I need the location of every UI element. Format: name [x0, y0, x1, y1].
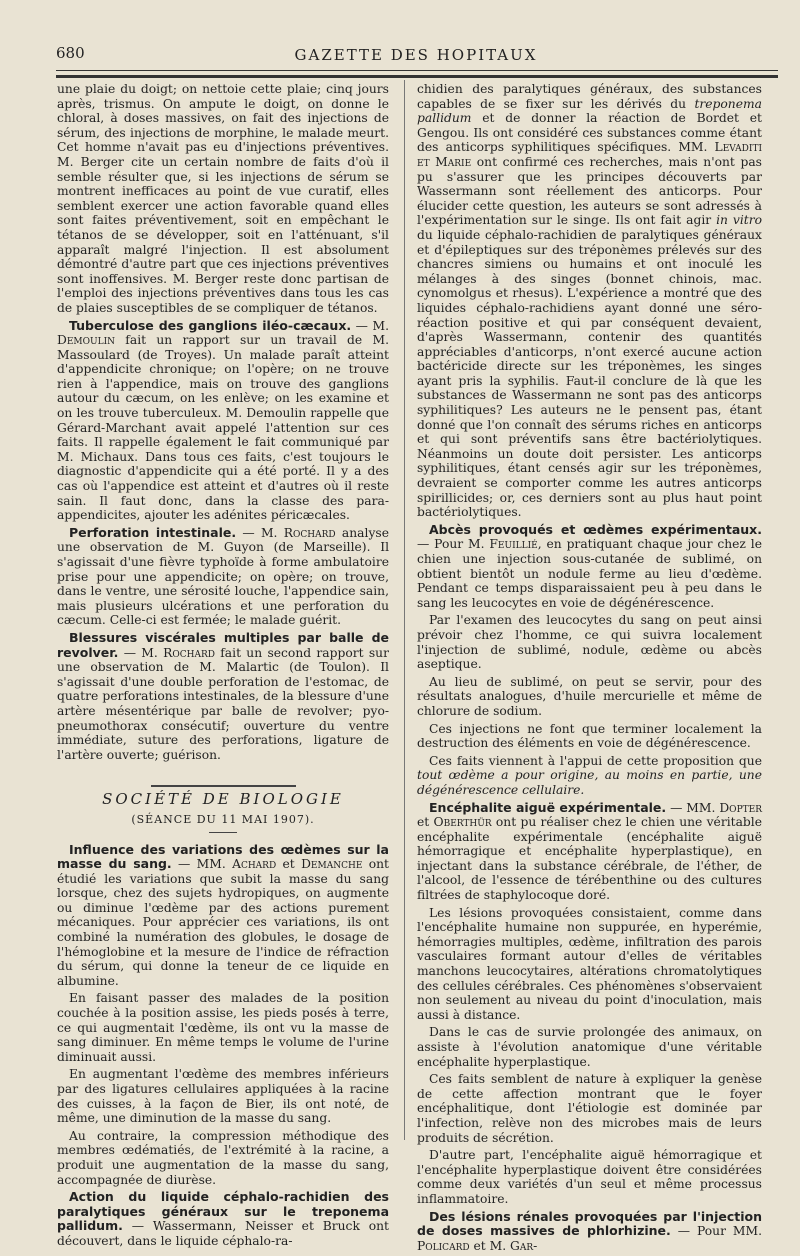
author-name: Demoulin	[57, 333, 116, 348]
section-title: Blessures viscérales multiples par balle de revolver.	[57, 629, 389, 660]
author-name: Oberthür	[433, 815, 492, 830]
paragraph: En faisant passer des malades de la position couchée à la position assise, les pieds posés à terre, ce qui augmentait l'œdème, ils ont vu la masse de sang diminuer. En même temps le volume de l'urine diminuait aussi.	[57, 991, 389, 1064]
header-rule-thin	[56, 70, 778, 71]
section-title: Encéphalite aiguë expérimentale.	[429, 799, 667, 815]
section-title: Abcès provoqués et œdèmes expérimentaux.	[429, 521, 762, 537]
author-name: Feuillié	[489, 537, 538, 552]
article-blessures: Blessures viscérales multiples par balle de revolver. — M. Rochard fait un second rapport sur une observation de M. Malartic (de Toulon). Il s'agissait d'une double perforation de l'estomac, de quatre perforations intestinales, de la blessure d'une artère mésentérique par balle de revolver; pyo-pneumothorax consécutif; ouverture du ventre immédiate, suture des perforations, ligature de l'artère ouverte; guérison.	[57, 629, 389, 762]
author-name: Policard	[417, 1238, 470, 1253]
author-name: Achard	[232, 857, 277, 872]
paragraph: En augmentant l'œdème des membres inférieurs par des ligatures cellulaires appliquées à la racine des cuisses, à la façon de Bier, ils ont noté, de même, une diminution de la masse du sang.	[57, 1067, 389, 1126]
author-name: Levaditi et Marie	[417, 140, 762, 169]
section-title: Action du liquide céphalo-rachidien des paralytiques généraux sur le treponema pallidum.	[57, 1189, 389, 1234]
author-name: Rochard	[283, 525, 336, 540]
author-name: Demanche	[301, 857, 363, 872]
article-tuberculose: Tuberculose des ganglions iléo-cæcaux. — M. Demoulin fait un rapport sur un travail de M. Massoulard (de Troyes). Un malade paraît atteint d'appendicite chronique; on l'opère; on ne trouve rien à l'appendice, mais on trouve des ganglions autour du cæcum, on les enlève; on les examine et on les trouve tuberculeux. M. Demoulin rappelle que Gérard-Marchant avait appelé l'attention sur ces faits. Il rappelle également le fait communiqué par M. Michaux. Dans tous ces faits, c'est toujours le diagnostic d'appendicite qui a été porté. Il y a des cas où l'appendice est atteint et d'autres où il reste sain. Il faut donc, dans la classe des para-appendicites, ajouter les adénites péricæcales.	[57, 317, 389, 523]
seance-date: (SÉANCE DU 11 MAI 1907).	[131, 812, 315, 826]
paragraph: Dans le cas de survie prolongée des animaux, on assiste à l'évolution anatomique d'une véritable encéphalite hyperplastique.	[417, 1025, 762, 1069]
paragraph: Au contraire, la compression méthodique des membres œdématiés, de l'extrémité à la racine, a produit une augmentation de la masse du sang, accompagnée de diurèse.	[57, 1128, 389, 1187]
paragraph: chidien des paralytiques généraux, des substances capables de se fixer sur les dérivés du treponema pallidum et de donner la réaction de Bordet et Gengou. Ils ont considéré ces substances comme étant des anticorps syphilitiques spécifiques. MM. Levaditi et Marie ont confirmé ces recherches, mais n'ont pas pu s'assurer que les principes découverts par Wassermann sont réellement des anticorps. Pour élucider cette question, les auteurs se sont adressés à l'expérimentation sur le singe. Ils ont fait agir in vitro du liquide céphalo-rachidien de paralytiques généraux et d'épileptiques sur des tréponèmes prélevés sur des chancres simiens ou humains et ont inoculé les mélanges à des singes (bonnet chinois, mac. cynomolgus et rhesus). L'expérience a montré que des liquides céphalo-rachidiens ayant donné une séro-réaction positive et qui par conséquent devaient, d'après Wassermann, contenir des quantités appréciables d'anticorps, n'ont exercé aucune action bactéricide directe sur les tréponèmes, les singes ayant pris la syphilis. Faut-il conclure de là que les substances de Wassermann ne sont pas des anticorps syphilitiques? Les auteurs ne le pensent pas, étant donné que l'on connaît des sérums riches en anticorps et qui sont préventifs sans être bactériolytiques. Néanmoins un doute doit persister. Les anticorps syphilitiques, étant censés agir sur les tréponèmes, devraient se comporter comme les autres anticorps spirillicides; or, ces derniers sont au plus haut point bactériolytiques.	[417, 82, 762, 520]
author-name: Rochard	[163, 645, 215, 660]
section-title: Perforation intestinale.	[69, 524, 237, 540]
right-column	[417, 82, 762, 1256]
page-number: 680	[56, 44, 85, 62]
society-title: SOCIÉTÉ DE BIOLOGIE	[102, 790, 344, 809]
header-rule-thick	[56, 75, 778, 78]
section-title: Des lésions rénales provoquées par l'injection de doses massives de phlorhizine.	[417, 1208, 762, 1239]
article-perforation: Perforation intestinale. — M. Rochard analyse une observation de M. Guyon (de Marseille). Il s'agissait d'une fièvre typhoïde à forme ambulatoire prise pour une appendicite; on opère; on trouve, dans le ventre, une sérosité louche, l'appendice sain, mais plusieurs ulcérations et une perforation du cæcum. Celle-ci est fermée; le malade guérit.	[57, 524, 389, 628]
paragraph: D'autre part, l'encéphalite aiguë hémorragique et l'encéphalite hyperplastique doivent être considérées comme deux variétés d'un seul et même processus inflammatoire.	[417, 1148, 762, 1206]
paragraph: Au lieu de sublimé, on peut se servir, pour des résultats analogues, d'huile mercurielle et même de chlorure de sodium.	[417, 674, 762, 718]
section-title: Influence des variations des œdèmes sur la masse du sang.	[57, 841, 389, 872]
paragraph: Ces injections ne font que terminer localement la destruction des éléments en voie de dégénérescence.	[417, 721, 762, 751]
article-encephalite: Encéphalite aiguë expérimentale. — MM. Dopter et Oberthür ont pu réaliser chez le chien une véritable encéphalite expérimentale (encéphalite aiguë hémorragique et encéphalite hyperplastique), en injectant dans la substance cérébrale, de l'éther, de l'alcool, de l'essence de térébenthine ou des cultures filtrées de staphylocoque doré.	[417, 799, 762, 903]
author-name: Gar-	[510, 1238, 538, 1253]
article-liquide: Action du liquide céphalo-rachidien des paralytiques généraux sur le treponema pallidum. — Wassermann, Neisser et Bruck ont découvert, dans le liquide céphalo-ra-	[57, 1189, 389, 1248]
paragraph: Ces faits semblent de nature à expliquer la genèse de cette affection montrant que le foyer encéphalitique, dont l'étiologie est dominée par l'infection, relève non des microbes mais de leurs produits de sécrétion.	[417, 1072, 762, 1145]
left-column	[57, 82, 389, 1252]
journal-title: GAZETTE DES HOPITAUX	[294, 46, 538, 64]
author-name: Dopter	[719, 800, 762, 815]
ornament-divider	[57, 776, 389, 784]
paragraph: une plaie du doigt; on nettoie cette plaie; cinq jours après, trismus. On ampute le doigt, on donne le chloral, à doses massives, on fait des injections de sérum, des injections de morphine, le malade meurt. Cet homme n'avait pas eu d'injections préventives. M. Berger cite un certain nombre de faits d'où il semble résulter que, si les injections de sérum se montrent inefficaces au point de vue curatif, elles semblent exercer une action favorable quand elles sont faites préventivement, soit en empêchant le tétanos de se développer, soit en l'atténuant, s'il apparaît malgré l'injection. Il est absolument démontré d'autre part que ces injections préventives sont inoffensives. M. Berger reste donc partisan de l'emploi des injections préventives dans tous les cas de plaies susceptibles de se compliquer de tétanos.	[57, 82, 389, 315]
article-oedemes: Influence des variations des œdèmes sur la masse du sang. — MM. Achard et Demanche ont étudié les variations que subit la masse du sang lorsque, chez des sujets hydropiques, on augmente ou diminue l'œdème par des actions purement mécaniques. Pour apprécier ces variations, ils ont combiné la numération des globules, le dosage de l'hémoglobine et la mesure de l'indice de réfraction du sérum, qui donne la teneur de ce liquide en albumine.	[57, 841, 389, 988]
paragraph: Les lésions provoquées consistaient, comme dans l'encéphalite humaine non suppurée, en hyperémie, hémorragies multiples, œdème, infiltration des parois vasculaires formant autour d'elles de véritables manchons leucocytaires, altérations chromatolytiques des cellules cérébrales. Ces phénomènes s'observaient non seulement au niveau du point d'inoculation, mais aussi à distance.	[417, 905, 762, 1022]
column-separator	[404, 80, 405, 1140]
short-rule	[209, 832, 237, 833]
paragraph: Par l'examen des leucocytes du sang on peut ainsi prévoir chez l'homme, ce qui suivra localement l'injection de sublimé, nodule, œdème ou abcès aseptique.	[417, 613, 762, 672]
section-title: Tuberculose des ganglions iléo-cæcaux.	[69, 317, 352, 333]
article-abces: Abcès provoqués et œdèmes expérimentaux. — Pour M. Feuillié, en pratiquant chaque jour chez le chien une injection sous-cutanée de sublimé, on obtient bientôt un nodule ferme au lieu d'œdème. Pendant ce temps disparaissaient peu à peu dans le sang les leucocytes en voie de dégénérescence.	[417, 521, 762, 610]
article-lesions-renales: Des lésions rénales provoquées par l'injection de doses massives de phlorhizine. — Pour MM. Policard et M. Gar-	[417, 1208, 762, 1253]
paragraph: Ces faits viennent à l'appui de cette proposition que tout œdème a pour origine, au moins en partie, une dégénérescence cellulaire.	[417, 753, 762, 797]
page-header	[56, 38, 776, 74]
